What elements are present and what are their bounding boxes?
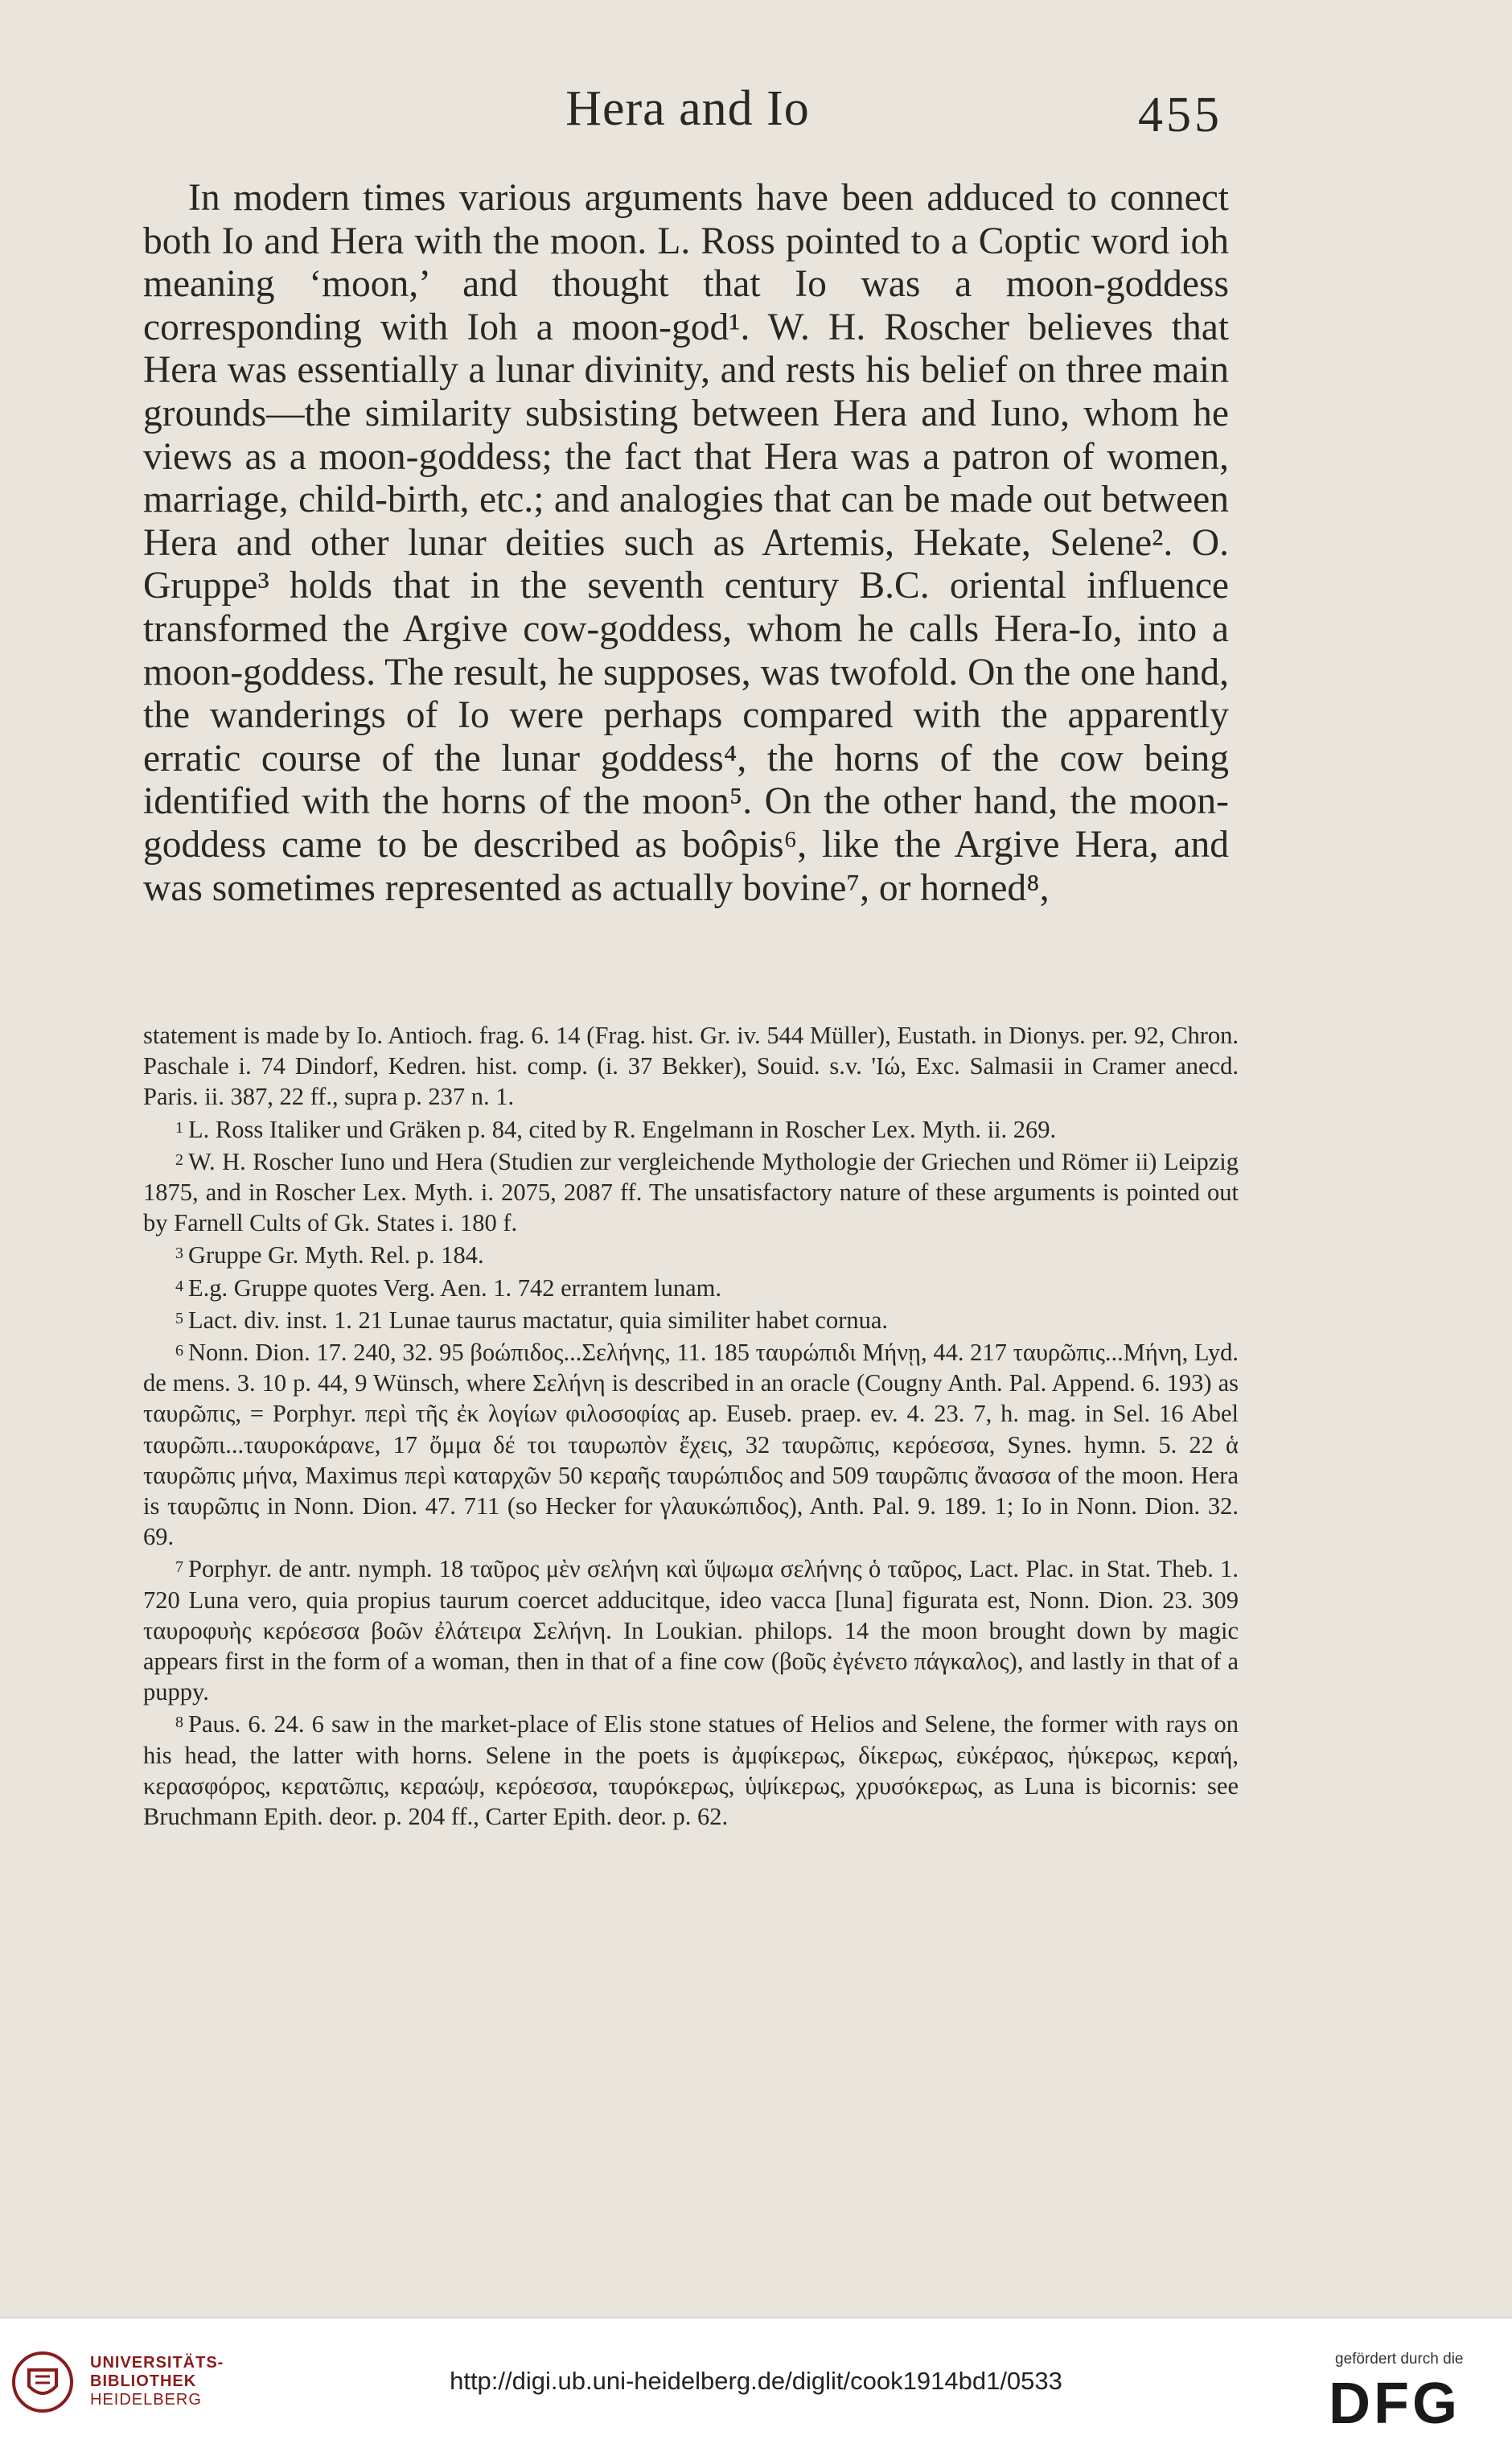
footnote-number: 6: [175, 1342, 183, 1360]
footnote-number: 1: [175, 1118, 183, 1137]
footnote-text: E.g. Gruppe quotes Verg. Aen. 1. 742 errantem lunam.: [188, 1273, 721, 1302]
footnote-number: 7: [175, 1558, 183, 1577]
dfg-logo-icon: [1329, 2373, 1498, 2429]
funding-caption: gefördert durch die: [1335, 2351, 1464, 2368]
footnote-number: 3: [175, 1245, 183, 1263]
library-name-line: UNIVERSITÄTS-: [90, 2354, 224, 2372]
footnote-continuation: statement is made by Io. Antioch. frag. 6. 14 (Frag. hist. Gr. iv. 544 Müller), Eustath. in Dionys. per. 92, Chron. Paschale i. 74 Dindorf, Kedren. hist. comp. (i. 37 Bekker), Souid. s.v. 'Ιώ, Exc. Salmasii in Cramer anecd. Paris. ii. 387, 22 ff., supra p. 237 n. 1.: [143, 1022, 1239, 1111]
body-paragraph: In modern times various arguments have been adduced to connect both Io and Hera with the moon. L. Ross pointed to a Coptic word ioh meaning ‘moon,’ and thought that Io was a moon-goddess corresponding with Ioh a moon-god¹. W. H. Roscher believes that Hera was essentially a lunar divinity, and rests his belief on three main grounds—the similarity subsisting between Hera and Iuno, whom he views as a moon-goddess; the fact that Hera was a patron of women, marriage, child-birth, etc.; and analogies that can be made out between Hera and other lunar deities such as Artemis, Hekate, Selene². O. Gruppe³ holds that in the seventh century B.C. oriental influence transformed the Argive cow-goddess, whom he calls Hera-Io, into a moon-goddess. The result, he supposes, was twofold. On the one hand, the wanderings of Io were perhaps compared with the apparently erratic course of the lunar goddess⁴, the horns of the cow being identified with the horns of the moon⁵. On the other hand, the moon-goddess came to be described as boôpis⁶, like the Argive Hera, and was sometimes represented as actually bovine⁷, or horned⁸,: [143, 177, 1229, 909]
footnote-6: [143, 1335, 1239, 1552]
footnote-5: [143, 1303, 1239, 1335]
footnote-1: [143, 1113, 1239, 1145]
library-name-line: BIBLIOTHEK: [90, 2372, 197, 2390]
footnote-2: [143, 1145, 1239, 1239]
page-number: 455: [1138, 88, 1222, 142]
footnote-text: Lact. div. inst. 1. 21 Lunae taurus mactatur, quia similiter habet cornua.: [188, 1306, 889, 1334]
footnote-number: 4: [175, 1277, 183, 1295]
dfg-logo-text: DFG: [1329, 2373, 1461, 2429]
page-header: [0, 80, 1512, 153]
footnote-text: Nonn. Dion. 17. 240, 32. 95 βοώπιδος...Σελήνης, 11. 185 ταυρώπιδι Μήνῃ, 44. 217 ταυρῶπις...Μήνη, Lyd. de mens. 3. 10 p. 44, 9 Wünsch, where Σελήνη is described in an oracle (Cougny Anth. Pal. Append. 6. 193) as ταυρῶπις, = Porphyr. περὶ τῆς ἐκ λογίων φιλοσοφίας ap. Euseb. praep. ev. 4. 23. 7, h. mag. in Sel. 16 Abel ταυρῶπι...ταυροκάρανε, 17 ὄμμα δέ τοι ταυρωπὸν ἔχεις, 32 ταυρῶπις, κερόεσσα, Synes. hymn. 5. 22 ἁ ταυρῶπις μήνα, Maximus περὶ καταρχῶν 50 κεραῆς ταυρώπιδος and 509 ταυρῶπις ἄνασσα of the moon. Hera is ταυρῶπις in Nonn. Dion. 47. 711 (so Hecker for γλαυκώπιδος), Anth. Pal. 9. 189. 1; Io in Nonn. Dion. 32. 69.: [143, 1339, 1239, 1551]
footnote-text: Gruppe Gr. Myth. Rel. p. 184.: [188, 1241, 484, 1269]
main-text: [143, 177, 1229, 910]
footnote-4: [143, 1271, 1239, 1303]
running-title: Hera and Io: [565, 81, 810, 136]
footnote-number: 5: [175, 1309, 183, 1327]
footnote-7: [143, 1552, 1239, 1707]
footnote-text: Porphyr. de antr. nymph. 18 ταῦρος μὲν σελήνη καὶ ὕψωμα σελήνης ὁ ταῦρος, Lact. Plac. in Stat. Theb. 1. 720 Luna vero, quia propius taurum coercet adducitque, ideo vacca [luna] figurata est, Nonn. Dion. 23. 309 ταυροφυὴς κερόεσσα βοῶν ἐλάτειρα Σελήνη. In Loukian. philops. 14 the moon brought down by magic appears first in the form of a woman, then in that of a fine cow (βοῦς ἐγένετο πάγκαλος), and lastly in that of a puppy.: [143, 1555, 1239, 1706]
footnote-text: Paus. 6. 24. 6 saw in the market-place of Elis stone statues of Helios and Selene, the former with rays on his head, the latter with horns. Selene in the poets is ἀμφίκερως, δίκερως, εὐκέραος, ἠύκερως, κεραή, κερασφόρος, κερατῶπις, κεραώψ, κερόεσσα, ταυρόκερως, ὑψίκερως, χρυσόκερως, as Luna is bicornis: see Bruchmann Epith. deor. p. 204 ff., Carter Epith. deor. p. 62.: [143, 1710, 1239, 1831]
source-url-link[interactable]: http://digi.ub.uni-heidelberg.de/diglit/cook1914bd1/0533: [450, 2367, 1062, 2395]
footnotes: [143, 1020, 1239, 1832]
footnote-number: 2: [175, 1150, 183, 1169]
footnote-8: [143, 1707, 1239, 1832]
footnote-number: 8: [175, 1714, 183, 1732]
footnote-text: W. H. Roscher Iuno und Hera (Studien zur vergleichende Mythologie der Griechen und Römer ii) Leipzig 1875, and in Roscher Lex. Myth. i. 2075, 2087 ff. The unsatisfactory nature of these arguments is pointed out by Farnell Cults of Gk. States i. 180 f.: [143, 1147, 1239, 1237]
library-name-line: HEIDELBERG: [90, 2391, 202, 2409]
digitization-footer: [0, 2317, 1512, 2448]
footnote-3: [143, 1238, 1239, 1270]
footnote-text: L. Ross Italiker und Gräken p. 84, cited by R. Engelmann in Roscher Lex. Myth. ii. 269.: [188, 1115, 1057, 1143]
